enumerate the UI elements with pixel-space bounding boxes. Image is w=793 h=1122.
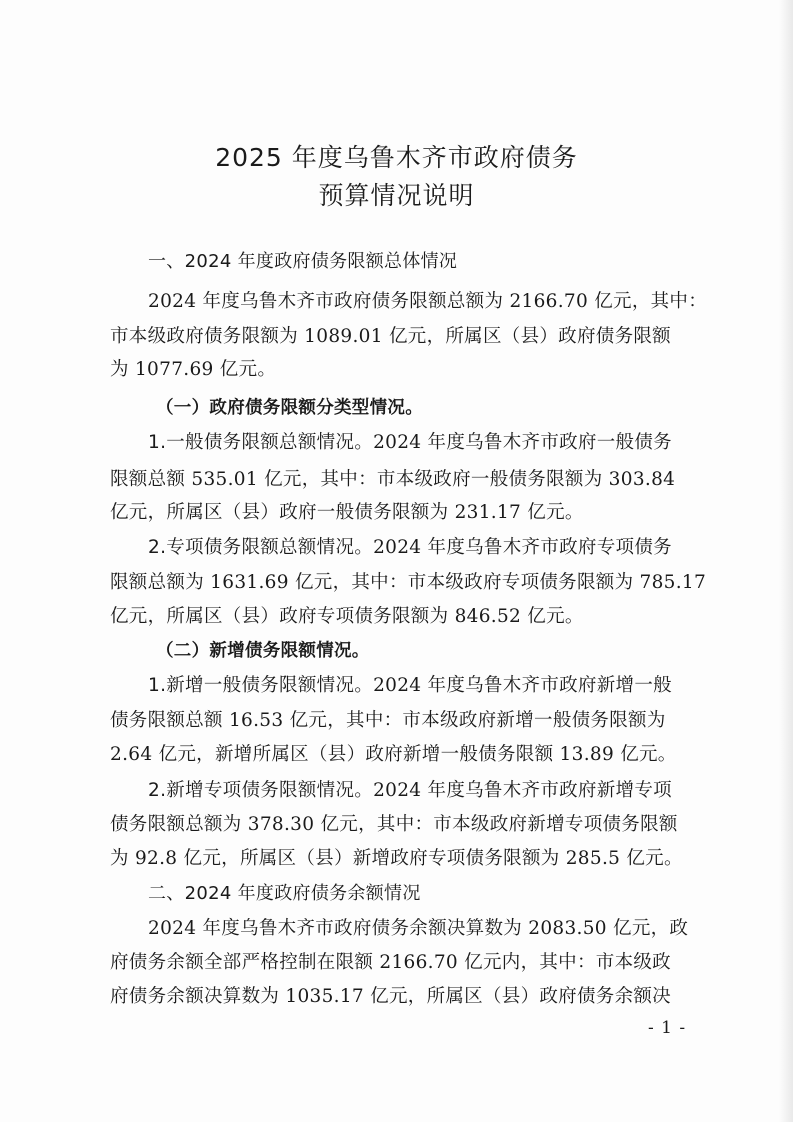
line-text: 2024 年度乌鲁木齐市政府债务限额总额为 2166.70 亿元，其中： xyxy=(148,291,708,312)
line-text: 2024 年度乌鲁木齐市政府新增一般 xyxy=(373,675,672,696)
line-text: 2024 年度乌鲁木齐市政府债务余额决算数为 2083.50 亿元，政 xyxy=(148,918,689,939)
line-text: 限额总额 535.01 亿元，其中：市本级政府一般债务限额为 303.84 xyxy=(110,469,676,490)
document-title-line-2: 预算情况说明 xyxy=(318,181,475,210)
body-line xyxy=(148,884,728,904)
body-line xyxy=(148,538,728,558)
line-text: 2.64 亿元，新增所属区（县）政府新增一般债务限额 13.89 亿元。 xyxy=(110,744,677,765)
body-line xyxy=(156,398,736,418)
paragraph-lead: 1.新增一般债务限额情况。 xyxy=(148,675,374,696)
body-line xyxy=(110,953,690,973)
scan-edge-shadow xyxy=(779,0,793,1122)
body-line xyxy=(148,252,728,272)
body-line xyxy=(110,849,690,869)
line-text: 2024 年度乌鲁木齐市政府专项债务 xyxy=(373,537,672,558)
line-text: 二、2024 年度政府债务余额情况 xyxy=(148,883,421,904)
document-title-line-1: 2025 年度乌鲁木齐市政府债务 xyxy=(215,143,578,172)
line-text: 为 92.8 亿元，所属区（县）新增政府专项债务限额为 285.5 亿元。 xyxy=(110,848,683,869)
body-line xyxy=(110,360,690,380)
body-line xyxy=(110,572,707,593)
body-line xyxy=(110,815,690,835)
line-text: 债务限额总额为 378.30 亿元，其中：市本级政府新增专项债务限额 xyxy=(110,814,678,835)
line-text: 一、2024 年度政府债务限额总体情况 xyxy=(148,251,458,272)
body-line xyxy=(110,711,690,731)
line-text: 限额总额为 1631.69 亿元，其中：市本级政府专项债务限额为 785.17 xyxy=(110,572,707,593)
line-text: 府债务余额决算数为 1035.17 亿元，所属区（县）政府债务余额决 xyxy=(110,986,671,1007)
line-text: 市本级政府债务限额为 1089.01 亿元，所属区（县）政府债务限额 xyxy=(110,326,671,347)
line-text: 府债务余额全部严格控制在限额 2166.70 亿元内，其中：市本级政 xyxy=(110,952,671,973)
body-line xyxy=(110,987,690,1007)
body-line xyxy=(148,676,728,696)
body-line xyxy=(156,641,736,661)
line-text: 2024 年度乌鲁木齐市政府一般债务 xyxy=(373,432,672,453)
line-text: 亿元，所属区（县）政府专项债务限额为 846.52 亿元。 xyxy=(110,606,584,627)
body-line xyxy=(148,781,728,801)
body-line xyxy=(148,919,728,939)
body-line xyxy=(110,607,690,627)
page-number: - 1 - xyxy=(648,1018,687,1038)
body-line xyxy=(110,503,690,523)
paragraph-lead: 2.专项债务限额总额情况。 xyxy=(148,537,374,558)
line-text: 2024 年度乌鲁木齐市政府新增专项 xyxy=(373,780,672,801)
body-line xyxy=(110,745,690,765)
line-text: 债务限额总额 16.53 亿元，其中：市本级政府新增一般债务限额为 xyxy=(110,710,666,731)
line-text: （二）新增债务限额情况。 xyxy=(156,641,370,661)
body-line xyxy=(148,292,728,312)
body-line xyxy=(110,327,690,347)
line-text: 亿元，所属区（县）政府一般债务限额为 231.17 亿元。 xyxy=(110,502,584,523)
line-text: （一）政府债务限额分类型情况。 xyxy=(156,398,423,418)
body-line xyxy=(110,470,690,490)
paragraph-lead: 2.新增专项债务限额情况。 xyxy=(148,780,374,801)
body-line xyxy=(148,433,728,453)
paragraph-lead: 1.一般债务限额总额情况。 xyxy=(148,432,374,453)
line-text: 为 1077.69 亿元。 xyxy=(110,359,277,380)
